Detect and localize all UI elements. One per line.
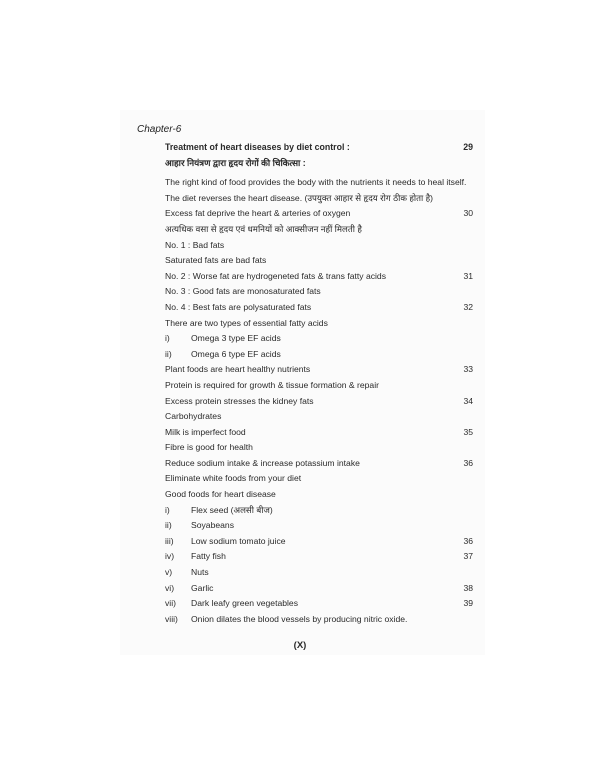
toc-entry-label: i) (165, 504, 170, 515)
table-of-contents (165, 140, 473, 627)
toc-entry-text: Low sodium tomato juice (191, 535, 286, 546)
toc-entry-label: viii) (165, 613, 178, 624)
toc-entry-label: i) (165, 333, 170, 344)
page-footer: (X) (293, 640, 307, 651)
toc-entry (165, 331, 473, 347)
toc-entry-text: आहार नियंत्रण द्वारा हृदय रोगों की चिकित्सा : (165, 157, 306, 168)
toc-entry (165, 206, 473, 222)
toc-entry-page-number: 36 (463, 457, 473, 468)
toc-entry-page-number: 37 (463, 551, 473, 562)
toc-entry (165, 425, 473, 441)
toc-entry (165, 534, 473, 550)
toc-entry (165, 440, 473, 456)
toc-entry (165, 175, 473, 191)
toc-entry (165, 347, 473, 363)
toc-entry (165, 300, 473, 316)
toc-entry-text: The diet reverses the heart disease. (उपयुक्त आहार से हृदय रोग ठीक होता है) (165, 192, 434, 203)
toc-entry-page-number: 30 (463, 208, 473, 219)
toc-entry-text: Fatty fish (191, 551, 226, 562)
toc-entry (165, 503, 473, 519)
toc-entry-text: Nuts (191, 567, 209, 578)
toc-entry (165, 487, 473, 503)
toc-entry (165, 394, 473, 410)
toc-entry-text: Carbohydrates (165, 411, 222, 422)
toc-entry-text: Plant foods are heart healthy nutrients (165, 364, 311, 375)
toc-entry (165, 253, 473, 269)
toc-entry-text: Good foods for heart disease (165, 489, 276, 500)
toc-entry (165, 471, 473, 487)
toc-entry-text: Excess fat deprive the heart & arteries of oxygen (165, 208, 351, 219)
toc-entry (165, 378, 473, 394)
toc-entry-text: Milk is imperfect food (165, 426, 246, 437)
toc-entry-text: Soyabeans (191, 520, 235, 531)
toc-entry-text: Treatment of heart diseases by diet control : (165, 142, 350, 152)
toc-entry-label: vi) (165, 582, 175, 593)
toc-entry (165, 549, 473, 565)
toc-entry-label: iii) (165, 535, 174, 546)
toc-entry (165, 222, 473, 238)
toc-entry (165, 409, 473, 425)
toc-entry (165, 518, 473, 534)
toc-entry-text: Dark leafy green vegetables (191, 598, 299, 609)
toc-entry-label: v) (165, 567, 173, 578)
toc-entry-text: Saturated fats are bad fats (165, 255, 267, 266)
toc-entry-page-number: 35 (463, 426, 473, 437)
toc-entry-text: Flex seed (अलसी बीज) (191, 504, 273, 515)
toc-entry (165, 596, 473, 612)
toc-entry-text: The right kind of food provides the body with the nutrients it needs to heal itself. (165, 177, 467, 188)
toc-entry-text: Protein is required for growth & tissue formation & repair (165, 379, 379, 390)
toc-entry-text: No. 3 : Good fats are monosaturated fats (165, 286, 321, 297)
toc-entry (165, 284, 473, 300)
toc-entry-text: Fibre is good for health (165, 442, 253, 453)
toc-entry (165, 362, 473, 378)
toc-entry-text: Onion dilates the blood vessels by producing nitric oxide. (191, 613, 408, 624)
toc-entry (165, 269, 473, 285)
toc-entry-page-number: 33 (463, 364, 473, 375)
toc-entry (165, 140, 473, 156)
toc-entry-page-number: 31 (463, 270, 473, 281)
toc-entry-text: Reduce sodium intake & increase potassium intake (165, 457, 360, 468)
toc-entry-text: No. 4 : Best fats are polysaturated fats (165, 301, 312, 312)
toc-entry-text: No. 1 : Bad fats (165, 239, 225, 250)
toc-entry-page-number: 32 (463, 301, 473, 312)
toc-entry-text: Eliminate white foods from your diet (165, 473, 302, 484)
toc-entry-text: No. 2 : Worse fat are hydrogeneted fats & trans fatty acids (165, 270, 387, 281)
chapter-heading: Chapter-6 (137, 124, 182, 135)
toc-entry-page-number: 36 (463, 535, 473, 546)
toc-entry-label: ii) (165, 520, 172, 531)
toc-entry-page-number: 39 (463, 598, 473, 609)
toc-entry (165, 612, 473, 628)
toc-entry (165, 565, 473, 581)
toc-entry (165, 238, 473, 254)
toc-entry-text: Omega 6 type EF acids (191, 348, 281, 359)
toc-entry-page-number: 38 (463, 582, 473, 593)
toc-entry (165, 456, 473, 472)
toc-entry (165, 156, 473, 172)
toc-entry-label: iv) (165, 551, 175, 562)
toc-entry (165, 316, 473, 332)
toc-entry-page-number: 34 (463, 395, 473, 406)
toc-entry-label: vii) (165, 598, 176, 609)
toc-entry-text: There are two types of essential fatty acids (165, 317, 328, 328)
toc-entry (165, 191, 473, 207)
toc-entry-text: Excess protein stresses the kidney fats (165, 395, 314, 406)
toc-entry-label: ii) (165, 348, 172, 359)
toc-entry-text: अत्यधिक वसा से हृदय एवं धमनियों को आक्सीजन नहीं मिलती है (165, 223, 362, 234)
toc-entry-page-number: 29 (463, 142, 473, 152)
toc-entry (165, 581, 473, 597)
toc-entry-text: Omega 3 type EF acids (191, 333, 281, 344)
toc-entry-text: Garlic (191, 582, 214, 593)
